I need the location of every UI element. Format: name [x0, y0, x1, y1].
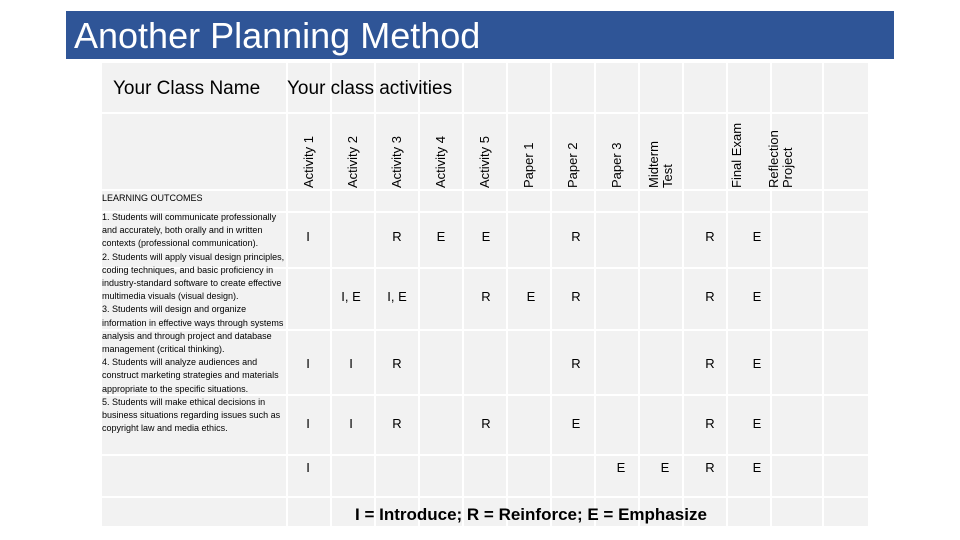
table-cell	[420, 396, 462, 454]
table-cell	[464, 191, 506, 211]
table-cell	[508, 191, 550, 211]
column-header	[715, 114, 759, 188]
matrix-mark: I	[306, 416, 310, 431]
table-cell	[376, 191, 418, 211]
matrix-mark: E	[752, 229, 762, 244]
column-header	[419, 114, 463, 188]
table-cell	[102, 456, 286, 496]
matrix-mark: I	[349, 416, 353, 431]
table-cell	[464, 456, 506, 496]
table-cell	[824, 191, 868, 211]
table-cell	[772, 63, 822, 112]
table-cell	[684, 191, 726, 211]
matrix-mark: E	[436, 229, 446, 244]
column-header	[639, 114, 683, 188]
table-cell	[332, 456, 374, 496]
matrix-mark: R	[705, 416, 715, 431]
matrix-mark: E	[752, 416, 762, 431]
table-cell	[640, 396, 682, 454]
column-header	[287, 114, 331, 188]
column-header	[463, 114, 507, 188]
table-cell	[824, 396, 868, 454]
table-cell	[596, 269, 638, 329]
table-cell	[772, 191, 822, 211]
matrix-mark: I, E	[341, 289, 361, 304]
matrix-mark: E	[752, 356, 762, 371]
table-cell	[772, 396, 822, 454]
slide-title: Another Planning Method	[74, 15, 481, 56]
table-cell	[684, 63, 726, 112]
column-header-line: Final Exam	[729, 122, 744, 188]
table-cell	[772, 331, 822, 394]
table-cell	[332, 191, 374, 211]
table-cell	[772, 498, 822, 526]
column-header	[595, 114, 639, 188]
table-cell	[332, 213, 374, 267]
table-cell	[288, 498, 330, 526]
table-cell	[288, 269, 330, 329]
column-header-line: Test	[660, 164, 675, 188]
column-header-line: Activity 4	[433, 135, 448, 188]
matrix-mark: R	[571, 289, 581, 304]
matrix-mark: R	[571, 356, 581, 371]
matrix-mark: R	[705, 229, 715, 244]
table-cell	[508, 63, 550, 112]
class-name-header: Your Class Name	[113, 78, 261, 99]
table-cell	[596, 396, 638, 454]
matrix-mark: I, E	[387, 289, 407, 304]
table-cell	[102, 114, 286, 189]
table-cell	[420, 456, 462, 496]
table-cell	[464, 331, 506, 394]
column-header-line: Midterm	[646, 141, 661, 188]
matrix-mark: R	[481, 416, 491, 431]
column-header-line: Activity 1	[301, 135, 316, 188]
table-cell	[640, 191, 682, 211]
table-cell	[772, 213, 822, 267]
legend: I = Introduce; R = Reinforce; E = Emphasize	[355, 505, 707, 524]
table-cell	[824, 63, 868, 112]
matrix-mark: I	[349, 356, 353, 371]
table-cell	[640, 63, 682, 112]
column-header-line: Reflection	[766, 130, 781, 188]
column-header	[331, 114, 375, 188]
table-cell	[824, 213, 868, 267]
table-cell	[824, 114, 868, 189]
column-header	[759, 114, 803, 188]
table-cell	[640, 269, 682, 329]
learning-outcomes-heading: LEARNING OUTCOMES	[102, 193, 203, 203]
table-cell	[596, 331, 638, 394]
learning-outcomes-text: 1. Students will communicate professionally and accurately, both orally and in written contexts (professional communication). 2. Students will apply visual design principles, coding techniques, and basic proficiency in industry-standard software to create effective multimedia visuals (visual design). 3. Students will design and organize information in effective ways through systems analysis and through project and database management (critical thinking). 4. Students will analyze audiences and construct marketing strategies and materials appropriate to the specific situations. 5. Students will make ethical decisions in business situations regarding issues such as copyright law and media ethics.	[102, 212, 285, 434]
matrix-mark: R	[481, 289, 491, 304]
table-cell	[824, 498, 868, 526]
matrix-mark: R	[705, 289, 715, 304]
table-cell	[824, 456, 868, 496]
table-cell	[420, 191, 462, 211]
table-cell	[552, 63, 594, 112]
table-cell	[420, 331, 462, 394]
table-cell	[508, 213, 550, 267]
table-cell	[728, 498, 770, 526]
table-cell	[288, 191, 330, 211]
matrix-mark: I	[306, 229, 310, 244]
table-cell	[824, 331, 868, 394]
table-cell	[508, 456, 550, 496]
table-cell	[508, 331, 550, 394]
matrix-mark: R	[705, 460, 715, 475]
column-header-line: Paper 1	[521, 142, 536, 188]
table-cell	[420, 269, 462, 329]
table-cell	[728, 191, 770, 211]
table-cell	[596, 63, 638, 112]
matrix-mark: R	[392, 356, 402, 371]
matrix-mark: R	[705, 356, 715, 371]
table-cell	[596, 191, 638, 211]
matrix-mark: R	[392, 229, 402, 244]
column-header-line: Activity 2	[345, 135, 360, 188]
matrix-mark: I	[306, 356, 310, 371]
table-cell	[464, 63, 506, 112]
matrix-mark: E	[752, 460, 762, 475]
table-cell	[376, 456, 418, 496]
matrix-mark: E	[481, 229, 491, 244]
matrix-mark: E	[616, 460, 626, 475]
table-cell	[640, 213, 682, 267]
column-header	[507, 114, 551, 188]
table-cell	[508, 396, 550, 454]
column-header-line: Activity 5	[477, 135, 492, 188]
table-cell	[596, 213, 638, 267]
table-cell	[824, 269, 868, 329]
matrix-mark: R	[392, 416, 402, 431]
matrix-mark: E	[526, 289, 536, 304]
table-cell	[640, 331, 682, 394]
column-header-line: Paper 2	[565, 142, 580, 188]
column-header-line: Activity 3	[389, 135, 404, 188]
matrix-mark: E	[571, 416, 581, 431]
column-header-line: Project	[780, 147, 795, 188]
table-cell	[772, 269, 822, 329]
matrix-mark: E	[752, 289, 762, 304]
column-header-line: Paper 3	[609, 142, 624, 188]
table-cell	[102, 498, 286, 526]
matrix-mark: E	[660, 460, 670, 475]
column-header	[375, 114, 419, 188]
class-activities-header: Your class activities	[287, 78, 453, 99]
matrix-mark: I	[306, 460, 310, 475]
table-cell	[552, 456, 594, 496]
table-cell	[552, 191, 594, 211]
table-cell	[772, 456, 822, 496]
matrix-mark: R	[571, 229, 581, 244]
table-cell	[728, 63, 770, 112]
column-header	[551, 114, 595, 188]
